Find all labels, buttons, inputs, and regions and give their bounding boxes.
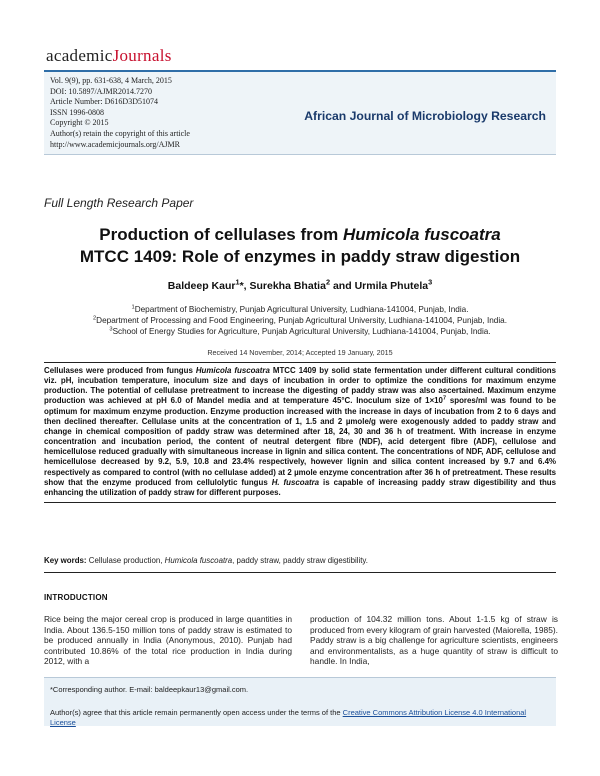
abstract <box>44 362 556 503</box>
title-species: Humicola fuscoatra <box>342 225 501 244</box>
author-affil-sup: 1 <box>235 277 240 287</box>
affiliation-text: Department of Biochemistry, Punjab Agricultural University, Ludhiana-141004, Punjab, India. <box>134 305 469 314</box>
received-dates: Received 14 November, 2014; Accepted 19 January, 2015 <box>207 348 393 357</box>
section-heading: INTRODUCTION <box>44 593 108 602</box>
meta-copyright: Copyright © 2015 <box>50 118 109 128</box>
footnote-box <box>44 677 556 726</box>
abstract-part: MTCC 1409 by solid state fermentation under different cultural conditions viz. pH, incubation temperature, inoculum size and days of incubation in order to optimize the conditions for maximum enzyme production. The potential of cellulase pretreatment to increase the digesting of paddy straw was also ascertained. Maximum enzyme production was achieved at pH 6.0 of Mandel media and at temperature 45°C. Inoculum size of 1×10 <box>44 366 556 406</box>
logo-journals: Journals <box>112 46 172 65</box>
intro-column-right: production of 104.32 million tons. About 1-1.5 kg of straw is produced from every kilogram of grain harvested (Maiorella, 1985). Paddy straw is a big challenge for agriculture scientists, engineers and environmentalists, as a huge quantity of straw is difficult to handle. In India, <box>310 614 558 666</box>
affiliation-sup: 3 <box>109 326 113 333</box>
abstract-part: Cellulases were produced from fungus <box>44 366 196 375</box>
paper-type: Full Length Research Paper <box>44 196 194 210</box>
author-separator: and <box>330 280 355 292</box>
abstract-species: Humicola fuscoatra <box>195 366 270 375</box>
intro-column-left: Rice being the major cereal crop is produced in large quantities in India. About 136.5-150 million tons of paddy straw is estimated to be produced annually in India (Anonymous, 2010). Punjab had contributed 10.86% of the total rice production in India during 2012, with a <box>44 614 292 666</box>
meta-volume: Vol. 9(9), pp. 631-638, 4 March, 2015 <box>50 76 172 85</box>
license-text: Author(s) agree that this article remain permanently open access under the terms of the <box>50 708 343 717</box>
abstract-text <box>44 366 556 498</box>
abstract-species: H. fuscoatra <box>271 477 320 487</box>
keywords-species: Humicola fuscoatra <box>164 556 233 565</box>
author-list <box>0 277 600 292</box>
abstract-box <box>44 362 556 503</box>
corresponding-author: *Corresponding author. E-mail: baldeepkaur13@gmail.com. <box>50 685 249 694</box>
abstract-part: spores/ml was found to be optimum for maximum enzyme production. Enzyme production increased with the increase in days of incubation from 2 to 6 days and then declined thereafter. Cellulase units at the concentration of 1, 1.5 and 2 µmole/g were exogenously added to paddy straw and change in chemical composition of paddy straw was determined after 18, 24, 30 and 36 h of treatment. With increase in enzyme concentration and incubation period, the content of neutral detergent fibre (NDF), acid detergent fibre (ADF), cellulose and hemicellulose reduced gradually with simultaneous increase in lignin and silica content. The concentrations of NDF, ADF, cellulose and hemicellulose decreased by 9.2, 5.9, 10.8 and 23.4% respectively, however lignin and silica content increased by 9.7 and 6.4% respectively as compared to control (with no cellulase added) at 2 µmole enzyme concentration after 36 h of pretreatment. These results show that the enzyme produced from cellulolytic fungus <box>44 396 556 487</box>
author-name: Baldeep Kaur <box>167 280 236 292</box>
title-line1-text: Production of cellulases from <box>99 225 343 244</box>
author-separator: *, <box>239 280 250 292</box>
affiliations <box>0 304 600 337</box>
article-metadata <box>50 76 190 150</box>
keywords-label: Key words: <box>44 556 87 565</box>
affiliation-item <box>0 326 600 337</box>
publisher-logo <box>46 46 172 66</box>
journal-header <box>44 70 556 155</box>
author-name: Urmila Phutela <box>354 280 429 292</box>
keywords-divider <box>44 572 556 573</box>
keywords-text: , paddy straw, paddy straw digestibility. <box>232 556 368 565</box>
keywords-text: Cellulase production, <box>86 556 165 565</box>
journal-name: African Journal of Microbiology Research <box>304 109 546 123</box>
abstract-exponent: 7 <box>442 395 447 402</box>
title-line2: MTCC 1409: Role of enzymes in paddy straw digestion <box>79 247 521 266</box>
license-link[interactable]: Creative Commons Attribution License 4.0 International License <box>50 708 527 727</box>
logo-academic: academic <box>46 46 113 65</box>
keywords <box>44 556 556 565</box>
meta-rights: Author(s) retain the copyright of this article <box>50 128 190 138</box>
meta-doi: DOI: 10.5897/AJMR2014.7270 <box>50 86 153 96</box>
meta-issn: ISSN 1996-0808 <box>50 107 105 117</box>
affiliation-item <box>0 315 600 326</box>
paper-title <box>30 224 570 268</box>
affiliation-text: Department of Processing and Food Engineering, Punjab Agricultural University, Ludhiana-141004, Punjab, India. <box>96 316 508 325</box>
meta-article-number: Article Number: D616D3D51074 <box>50 97 158 107</box>
license-note <box>50 708 550 728</box>
affiliation-item <box>0 304 600 315</box>
author-affil-sup: 3 <box>428 277 433 287</box>
affiliation-sup: 2 <box>92 315 97 322</box>
author-name: Surekha Bhatia <box>249 280 326 292</box>
author-affil-sup: 2 <box>325 277 331 287</box>
abstract-part: is capable of increasing paddy straw digestibility and thus enhancing the utilization of paddy straw for different purposes. <box>44 477 556 497</box>
affiliation-sup: 1 <box>131 304 135 311</box>
journal-url-link[interactable]: http://www.academicjournals.org/AJMR <box>50 139 180 149</box>
affiliation-text: School of Energy Studies for Agriculture, Punjab Agricultural University, Ludhiana-141004, Punjab, India. <box>112 327 491 336</box>
